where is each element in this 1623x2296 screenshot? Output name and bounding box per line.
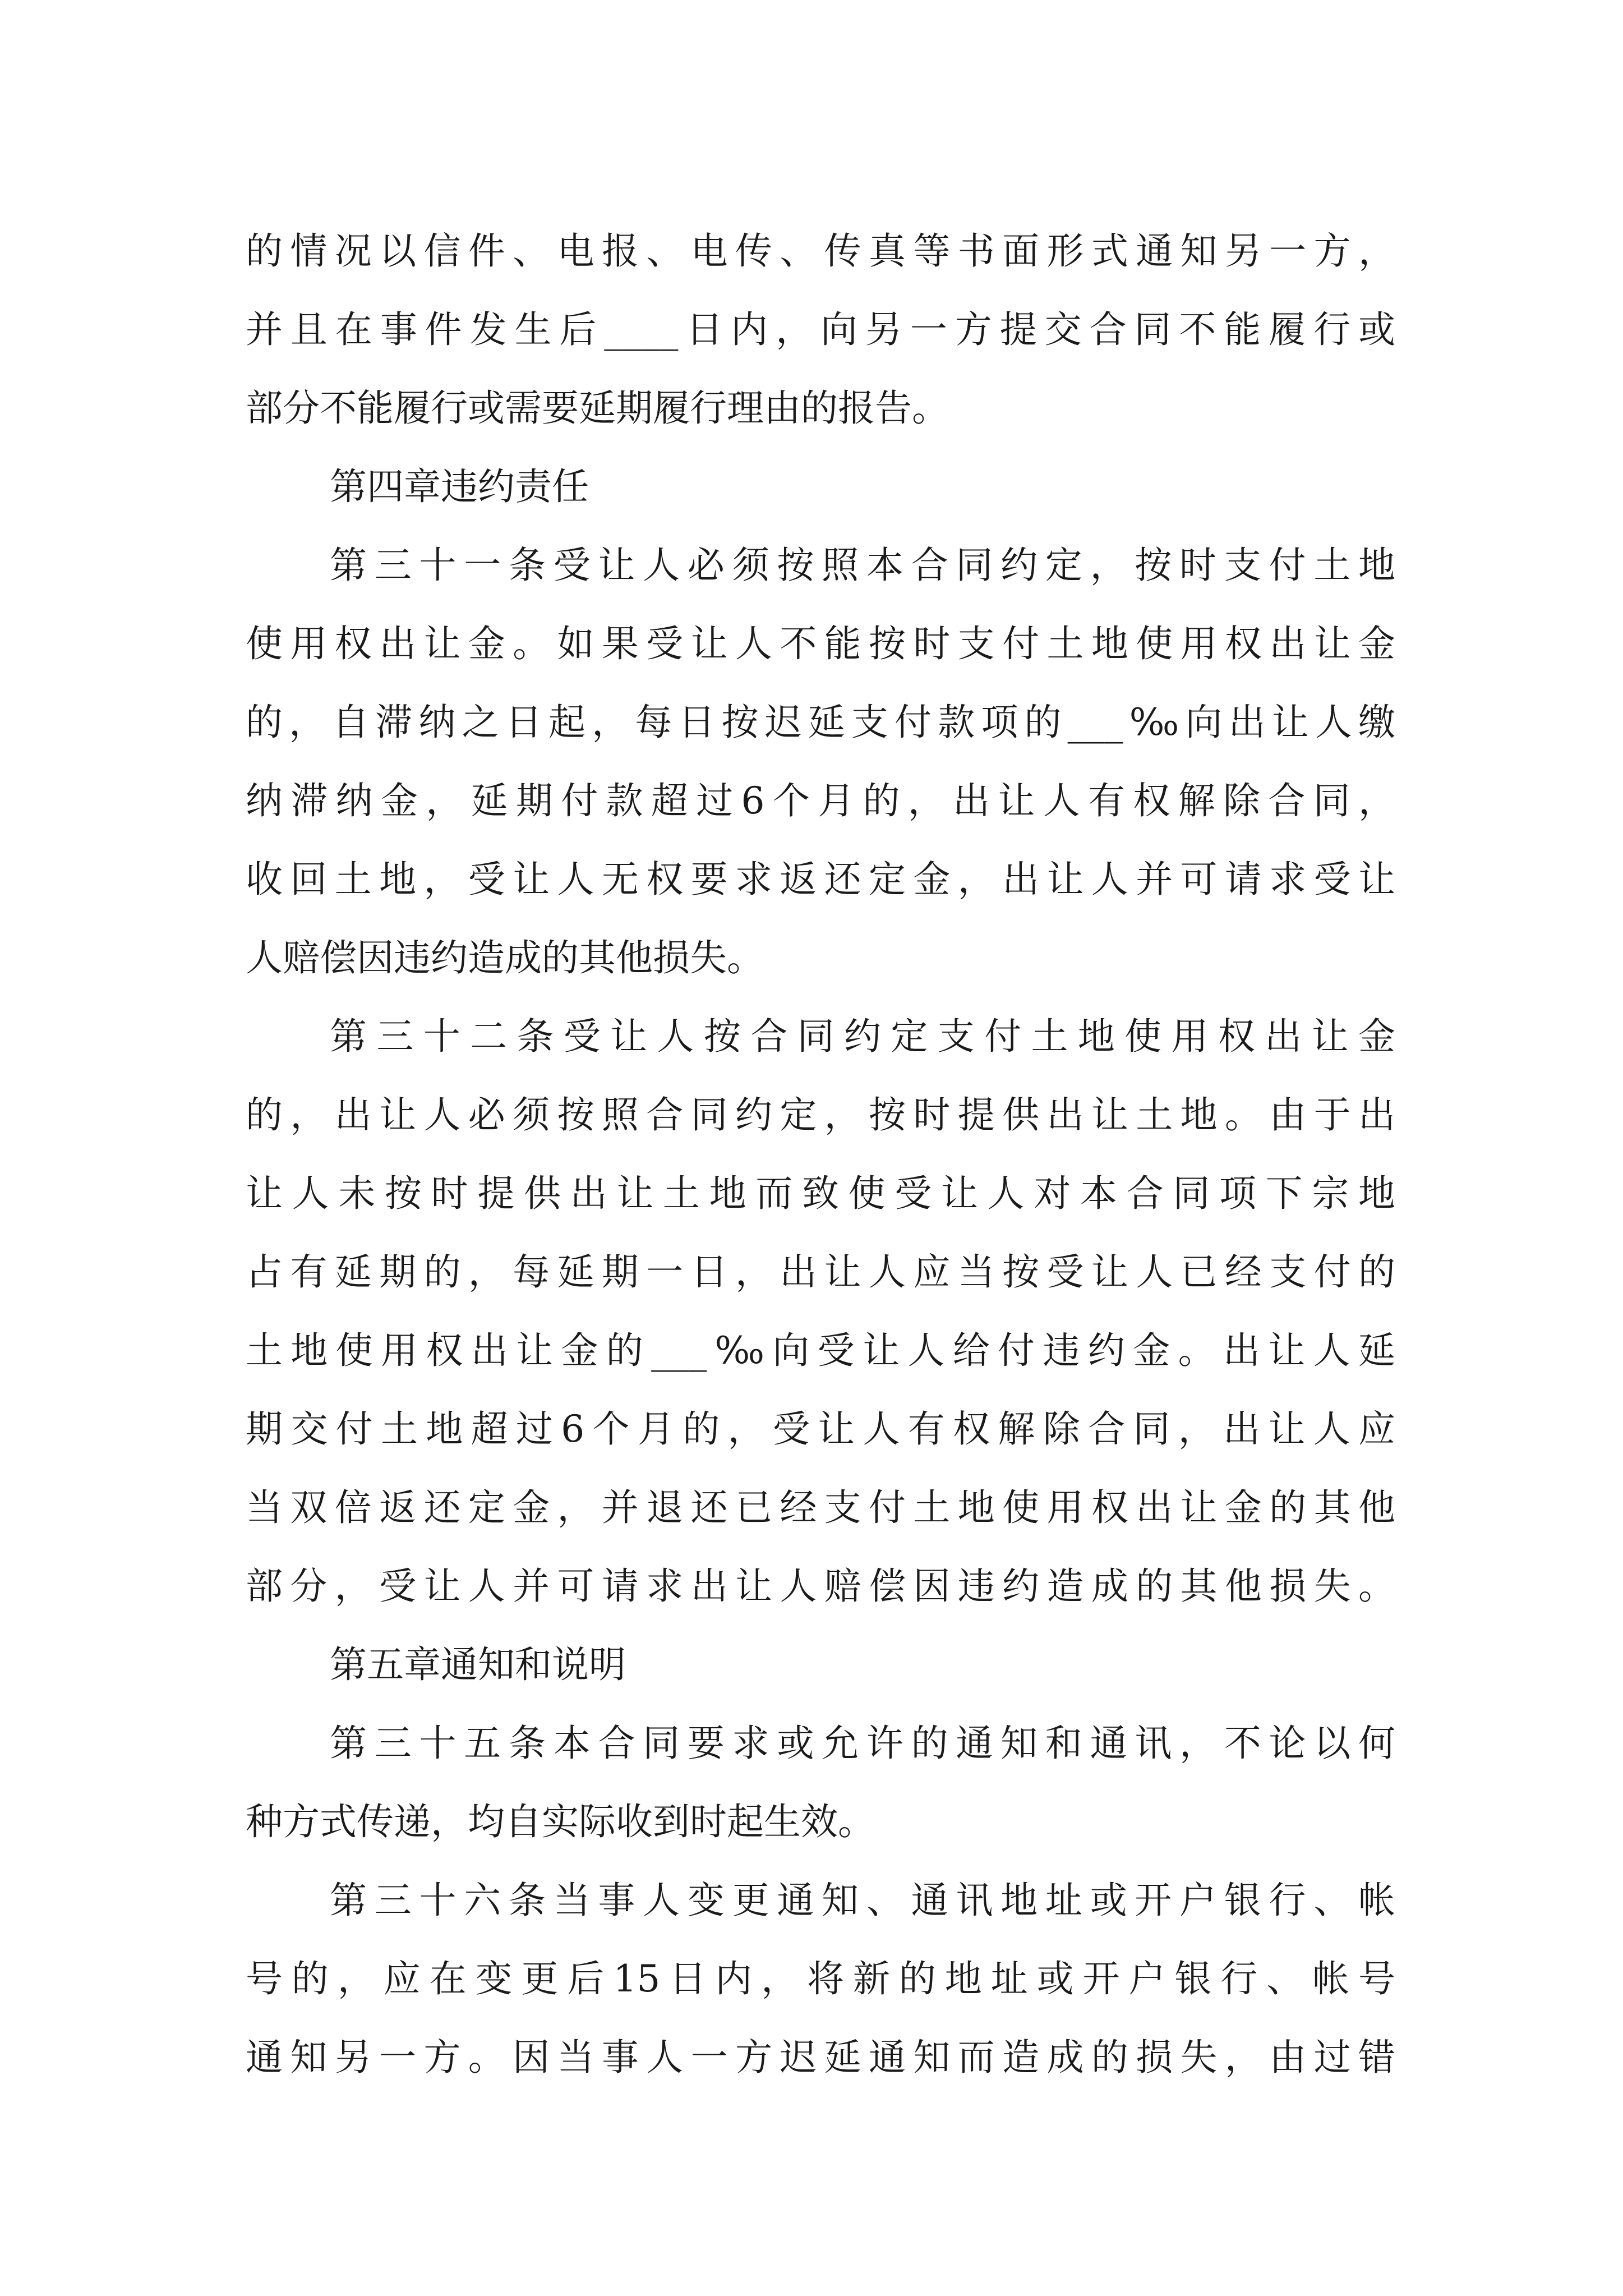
paragraph xyxy=(246,1861,1395,2097)
text-line: 并且在事件发生后____日内，向另一方提交合同不能履行或 xyxy=(246,308,1395,351)
text-line: 部分，受让人并可请求出让人赔偿因违约造成的其他损失。 xyxy=(246,1565,1395,1608)
chapter-heading xyxy=(246,448,1395,526)
text-line: 第三十六条当事人变更通知、通讯地址或开户银行、帐 xyxy=(330,1879,1395,1922)
paragraph xyxy=(246,1704,1395,1861)
text-line: 收回土地，受让人无权要求返还定金，出让人并可请求受让 xyxy=(246,858,1395,901)
paragraph xyxy=(246,997,1395,1626)
text-line: 的，自滞纳之日起，每日按迟延支付款项的___‰向出让人缴 xyxy=(246,701,1395,744)
document-body xyxy=(246,212,1395,2097)
text-line: 第三十五条本合同要求或允许的通知和通讯，不论以何 xyxy=(330,1722,1395,1765)
heading-line: 第四章违约责任 xyxy=(330,465,589,508)
text-line: 人赔偿因违约造成的其他损失。 xyxy=(246,936,764,979)
paragraph xyxy=(246,526,1395,997)
text-line: 第三十二条受让人按合同约定支付土地使用权出让金 xyxy=(330,1015,1395,1058)
text-line: 使用权出让金。如果受让人不能按时支付土地使用权出让金 xyxy=(246,622,1395,665)
text-line: 的情况以信件、电报、电传、传真等书面形式通知另一方， xyxy=(246,229,1395,273)
text-line: 当双倍返还定金，并退还已经支付土地使用权出让金的其他 xyxy=(246,1486,1395,1529)
text-line: 第三十一条受让人必须按照本合同约定，按时支付土地 xyxy=(330,544,1395,587)
text-line: 让人未按时提供出让土地而致使受让人对本合同项下宗地 xyxy=(246,1172,1395,1215)
chapter-heading xyxy=(246,1626,1395,1704)
text-line: 占有延期的，每延期一日，出让人应当按受让人已经支付的 xyxy=(246,1250,1395,1294)
text-line: 期交付土地超过6个月的，受让人有权解除合同，出让人应 xyxy=(246,1407,1395,1451)
text-line: 种方式传递，均自实际收到时起生效。 xyxy=(246,1800,875,1843)
text-line: 的，出让人必须按照合同约定，按时提供出让土地。由于出 xyxy=(246,1093,1395,1137)
text-line: 土地使用权出让金的___‰向受让人给付违约金。出让人延 xyxy=(246,1329,1395,1372)
text-line: 部分不能履行或需要延期履行理由的报告。 xyxy=(246,386,949,430)
text-line: 纳滞纳金，延期付款超过6个月的，出让人有权解除合同， xyxy=(246,779,1395,822)
heading-line: 第五章通知和说明 xyxy=(330,1643,626,1686)
text-line: 通知另一方。因当事人一方迟延通知而造成的损失，由过错 xyxy=(246,2036,1395,2079)
paragraph xyxy=(246,212,1395,448)
text-line: 号的，应在变更后15日内，将新的地址或开户银行、帐号 xyxy=(246,1957,1395,2000)
